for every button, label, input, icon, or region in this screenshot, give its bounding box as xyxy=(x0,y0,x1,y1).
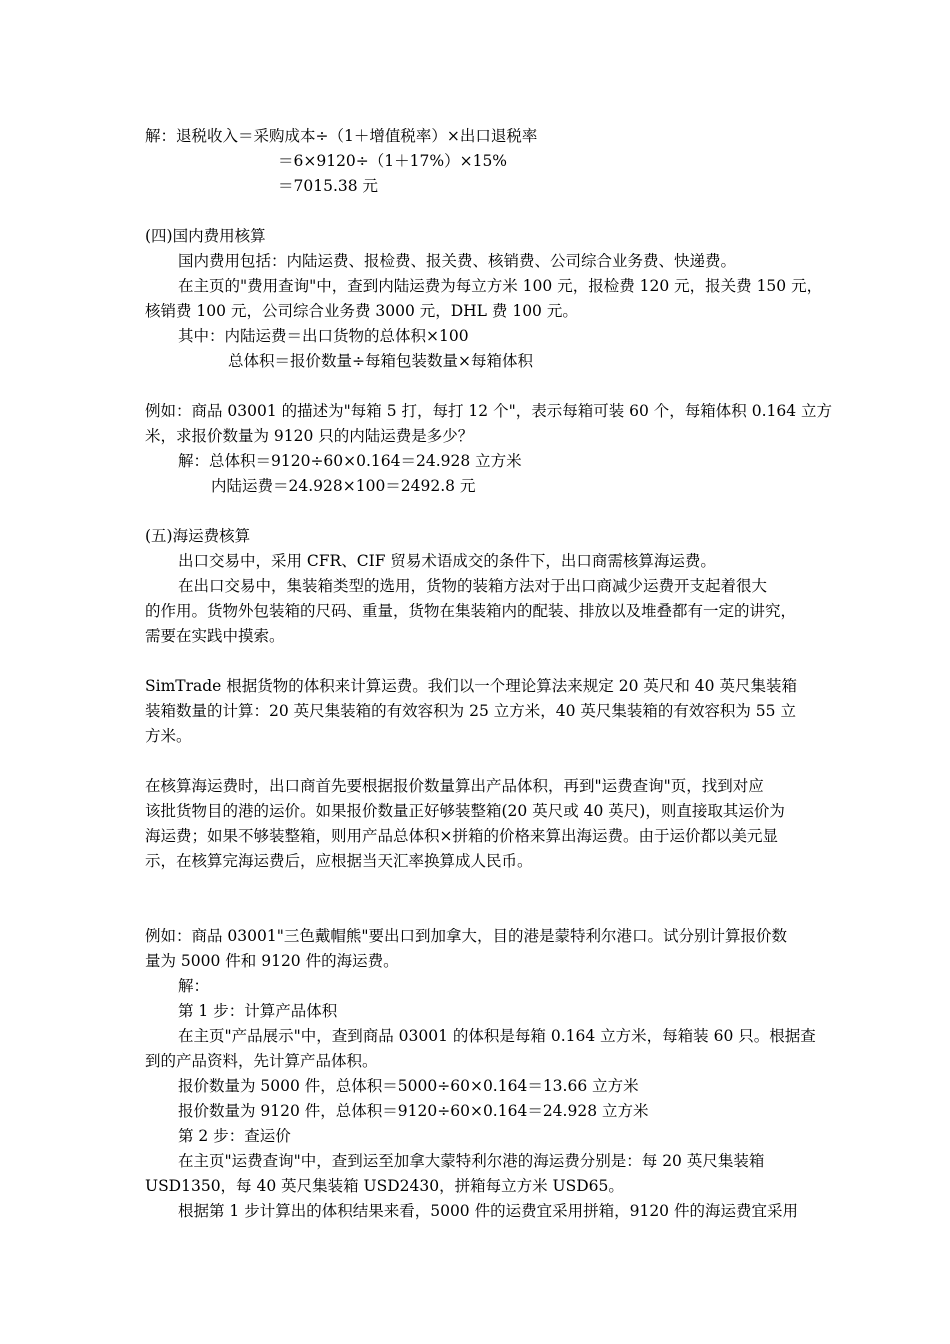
section-heading: (五)海运费核算 xyxy=(145,527,251,545)
text-line: 例如：商品 03001 的描述为"每箱 5 打，每打 12 个"，表示每箱可装 60 个，每箱体积 0.164 立方 xyxy=(145,402,833,420)
text-line: 在主页的"费用查询"中，查到内陆运费为每立方米 100 元，报检费 120 元，报关费 150 元， xyxy=(178,277,823,295)
text-line: 解：退税收入＝采购成本÷（1＋增值税率）×出口退税率 xyxy=(145,127,538,145)
text-line: 第 2 步：查运价 xyxy=(178,1127,291,1145)
text-line: ＝7015.38 元 xyxy=(278,177,379,195)
text-line: 在出口交易中，集装箱类型的选用，货物的装箱方法对于出口商减少运费开支起着很大 xyxy=(178,577,768,595)
text-line: SimTrade 根据货物的体积来计算运费。我们以一个理论算法来规定 20 英尺和 40 英尺集装箱 xyxy=(145,677,797,695)
text-line: USD1350，每 40 英尺集装箱 USD2430，拼箱每立方米 USD65。 xyxy=(145,1177,624,1195)
text-line: ＝6×9120÷（1＋17%）×15% xyxy=(278,152,508,170)
text-line: 需要在实践中摸索。 xyxy=(145,627,285,645)
text-line: 解： xyxy=(178,977,210,995)
text-line: 在核算海运费时，出口商首先要根据报价数量算出产品体积，再到"运费查询"页，找到对应 xyxy=(145,777,764,795)
text-line: 在主页"产品展示"中，查到商品 03001 的体积是每箱 0.164 立方米，每箱装 60 只。根据查 xyxy=(178,1027,816,1045)
text-line: 的作用。货物外包装箱的尺码、重量，货物在集装箱内的配装、排放以及堆叠都有一定的讲究， xyxy=(145,602,797,620)
text-line: 根据第 1 步计算出的体积结果来看，5000 件的运费宜采用拼箱，9120 件的海运费宜采用 xyxy=(178,1202,798,1220)
text-line: 总体积＝报价数量÷每箱包装数量×每箱体积 xyxy=(228,352,533,370)
text-line: 国内费用包括：内陆运费、报检费、报关费、核销费、公司综合业务费、快递费。 xyxy=(178,252,737,270)
text-line: 在主页"运费查询"中，查到运至加拿大蒙特利尔港的海运费分别是：每 20 英尺集装箱 xyxy=(178,1152,765,1170)
text-line: 米，求报价数量为 9120 只的内陆运费是多少？ xyxy=(145,427,474,445)
text-line: 出口交易中，采用 CFR、CIF 贸易术语成交的条件下，出口商需核算海运费。 xyxy=(178,552,716,570)
text-line: 该批货物目的港的运价。如果报价数量正好够装整箱(20 英尺或 40 英尺)，则直接取其运价为 xyxy=(145,802,785,820)
text-line: 示，在核算完海运费后，应根据当天汇率换算成人民币。 xyxy=(145,852,533,870)
text-line: 解：总体积＝9120÷60×0.164＝24.928 立方米 xyxy=(178,452,522,470)
text-line: 核销费 100 元，公司综合业务费 3000 元，DHL 费 100 元。 xyxy=(145,302,578,320)
text-line: 到的产品资料，先计算产品体积。 xyxy=(145,1052,378,1070)
text-line: 第 1 步：计算产品体积 xyxy=(178,1002,338,1020)
section-heading: (四)国内费用核算 xyxy=(145,227,266,245)
text-line: 其中：内陆运费＝出口货物的总体积×100 xyxy=(178,327,469,345)
text-line: 报价数量为 9120 件，总体积＝9120÷60×0.164＝24.928 立方米 xyxy=(178,1102,649,1120)
text-line: 内陆运费＝24.928×100＝2492.8 元 xyxy=(211,477,476,495)
text-line: 海运费；如果不够装整箱，则用产品总体积×拼箱的价格来算出海运费。由于运价都以美元显 xyxy=(145,827,778,845)
text-line: 方米。 xyxy=(145,727,192,745)
text-line: 量为 5000 件和 9120 件的海运费。 xyxy=(145,952,399,970)
text-line: 报价数量为 5000 件，总体积＝5000÷60×0.164＝13.66 立方米 xyxy=(178,1077,639,1095)
text-line: 装箱数量的计算：20 英尺集装箱的有效容积为 25 立方米，40 英尺集装箱的有效容积为 55 立 xyxy=(145,702,796,720)
text-line: 例如：商品 03001"三色戴帽熊"要出口到加拿大，目的港是蒙特利尔港口。试分别计算报价数 xyxy=(145,927,787,945)
